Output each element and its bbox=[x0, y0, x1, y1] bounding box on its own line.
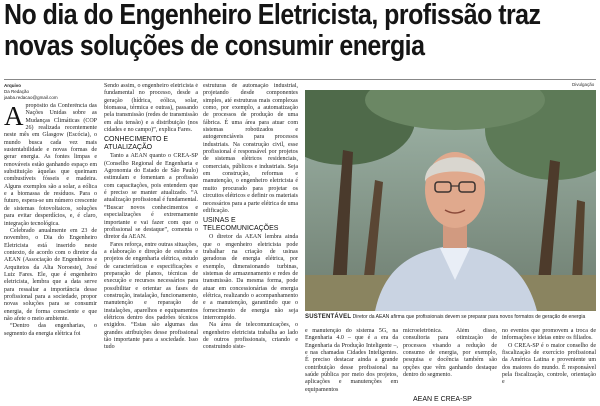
portrait-illustration bbox=[305, 90, 596, 311]
paragraph: estruturas de automação industrial, projetando desde componentes simples, até estruturas mais complexas como, por exemplo, a automatização de processos de produção de uma fábrica. É uma área para atuar com sistemas robotizados e autogerenciáveis para processos industriais. Na construção civil, esse profissional é responsável por projetos de sistemas elétricos residenciais, comerciais, públicos e industriais. Seja em construção, reformas e manutenção, o engenheiro eletricista é muito procurado para projetar os circuitos elétricos e definir os materiais necessários para a parte elétrica de uma edificação. bbox=[203, 83, 298, 214]
paragraph: no eventos que promovem a troca de informações e ideias entre os filiados. bbox=[502, 328, 596, 342]
paragraph: Tanto a AEAN quanto o CREA-SP (Conselho Regional de Engenharia e Agronomia do Estado de São Paulo) estimulam e fomentam a profissão com capacitações, pois entendem que é preciso se manter atualizado. “A atualização profissional é fundamental. “Buscar novos conhecimentos e especializações é extremamente importante e vai fazer com que o profissional se destaque”, comenta o diretor da AEAN. bbox=[104, 153, 198, 241]
paragraph: Celebrado anualmente em 23 de novembro, o Dia do Engenheiro Eletricista está inserido neste contexto, de acordo com o diretor da AEAN (Associação de Engenheiros e Arquitetos da Alta Noroeste), José Luiz Fares. Ele, que é engenheiro eletricista, lembra que a data serve para ressaltar a importância desse profissional para a sociedade, propor novas soluções para se consumir energia, de forma consciente e que não afete o meio ambiente. bbox=[4, 227, 97, 322]
paragraph: e manutenção do sistema 5G, na Engenharia 4.0 – que é a era da Engenharia da Produção Inteligente –, e nas chamadas Cidades Inteligentes. É preciso destacar ainda a grande contribuição desse profissional na saúde pública por meio dos projetos, aplicações e manutenções em equipamentos bbox=[305, 328, 398, 393]
caption-tag: SUSTENTÁVEL bbox=[305, 314, 352, 320]
paragraph: Fares reforça, entre outras situações, a elaboração e direção de estudos e projetos de engenharia elétrica, estudo de características e especificações e preparação de planos, técnicas de execução e recursos necessários para possibilitar e orientar as fases de construção, instalação, funcionamento, manutenção e reparação de instalações, aparelhos e equipamentos elétricos dentro dos padrões técnicos exigidos. “Estas são algumas das grandes atribuições desse profissional tão importante para a sociedade. Isso tudo bbox=[104, 241, 198, 351]
headline: No dia do Engenheiro Eletricista, profissão traz novas soluções de consumir energia bbox=[4, 0, 541, 62]
paragraph: propósito da Conferência das Nações Unidas sobre as Mudanças Climáticas (COP 26) realizada recentemente neste mês em Glasgow (Escócia), o mundo busca cada vez mais sustentabilidade e novas formas de gerar energia. As fontes limpas e renováveis estão ganhando espaço em substituição àquelas que queimam combustíveis fósseis e madeira. Alguns exemplos são a solar, a eólica e a biomassa de resíduos. Para o futuro, espera-se um número crescente de sistemas fotovoltaicos, soluções para evitar desperdícios, e, é claro, integração tecnológica. bbox=[4, 103, 97, 227]
byline bbox=[4, 83, 92, 101]
paragraph: O diretor da AEAN lembra ainda que o engenheiro eletricista pode trabalhar na criação de usinas geradoras de energia elétrica, por exemplo, dimensionando turbinas, sistemas de armazenamento e redes de transmissão. Da mesma forma, pode atuar em concessionárias de energia elétrica, realizando o acompanhamento e a manutenção, garantindo que o fornecimento de energia não seja interrompido. bbox=[203, 234, 298, 321]
photo-caption bbox=[305, 314, 596, 320]
subheading: CONHECIMENTO E ATUALIZAÇÃO bbox=[104, 136, 169, 152]
paragraph: Na área de telecomunicações, o engenheiro eletricista trabalha ao lado de outros profissionais, criando e construindo siste- bbox=[203, 322, 298, 351]
dropcap: A bbox=[4, 103, 24, 131]
divider bbox=[4, 79, 596, 80]
subheading: USINAS E TELECOMUNICAÇÕES bbox=[203, 217, 279, 233]
article-column-1 bbox=[4, 103, 97, 406]
article-column-3 bbox=[203, 83, 298, 406]
article-column-2 bbox=[104, 83, 198, 406]
byline-name: Arquivo bbox=[4, 83, 22, 88]
article-column-4 bbox=[305, 328, 398, 406]
article-column-5 bbox=[403, 328, 497, 394]
paragraph: microeletrônica. Além disso, consultoria para otimização de processos visando a redução de consumo de energia, por exemplo, pesquisa e docência também são opções que vêm ganhando destaque dentro do segmento. bbox=[403, 328, 497, 379]
byline-email: jaaba.redacao@gmail.com bbox=[4, 95, 58, 100]
article-column-6 bbox=[502, 328, 596, 406]
photo-credit: Divulgação bbox=[572, 82, 595, 87]
caption-text: Diretor da AEAN afirma que profissionais devem se preparar para novos formatos de geração de energia bbox=[352, 314, 586, 320]
paragraph: “Dentro das engenharias, o segmento da energia elétrica foi bbox=[4, 323, 97, 337]
portrait-photo bbox=[305, 90, 596, 311]
subheading: AEAN E CREA-SP bbox=[413, 396, 472, 403]
paragraph: O CREA-SP é o maior conselho de fiscalização de exercício profissional da América Latina e proveniente um dos maiores do mundo. É responsável pela fiscalização, controle, orientação e bbox=[502, 342, 596, 386]
paragraph: Sendo assim, o engenheiro eletricista é fundamental no processo, desde a geração (hídrica, eólica, solar, biomassa, térmica e outras), passando pela transmissão (redes de transmissão em alta tensão) e a distribuição (nos cidades e no campo)”, explica Fares. bbox=[104, 83, 198, 134]
byline-role: Da Redação bbox=[4, 89, 30, 94]
